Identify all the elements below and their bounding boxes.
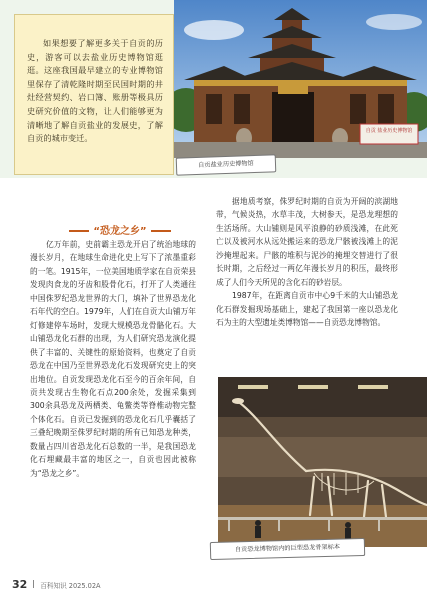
- issue-label: 百科知识 2025.02A: [40, 582, 101, 590]
- dinosaur-skeleton-illustration: [218, 377, 427, 547]
- museum-photo: [174, 0, 427, 158]
- section-title-wrap: [60, 222, 180, 237]
- museum-photo-caption: 自贡盐业历史博物馆: [176, 154, 277, 175]
- left-paragraph: 亿万年前，史前霸主恐龙开启了统治地球的漫长岁月，在地球生命进化史上写下了浓墨重彩的一笔。1915年，一位美国地质学家在自贡荣县发现肉食龙的牙齿和股骨化石，打开了人类通往中国侏罗纪恐龙世界的大门，填补了世界恐龙化石年代的空白。1979年，人们在自贡大山铺万年灯修建停车场时，发现大规模恐龙骨骼化石。大山铺恐龙化石群的出现，为人们研究恐龙演化提供了丰富的、关键性的原始资料，也奠定了自贡恐龙在中国乃至世界恐龙化石发现研究史上的突出地位。自贡发现恐龙化石至今的百余年间，自贡共发现古生物化石点200余处，发掘采集到300余具恐龙及两栖类、龟鳖类等脊椎动物完整个体化石。自贡已发掘到的恐龙化石几乎囊括了三叠纪晚期至侏罗纪时期的所有已知恐龙种类，数量占四川省恐龙化石总数的一半，是我国恐龙化石埋藏最丰富的地区之一，自贡也因此被称为“恐龙之乡”。: [30, 240, 196, 478]
- museum-sign-text: 自贡 盐业历史博物馆: [365, 128, 413, 134]
- footer-divider: [33, 580, 34, 588]
- right-column: [216, 195, 398, 330]
- dinosaur-photo-caption: 自贡恐龙博物馆内的巨型恐龙骨架标本: [210, 538, 365, 560]
- page-number: 32: [12, 578, 28, 591]
- title-rule-right: [151, 230, 171, 232]
- right-paragraph-2: 1987年，在距离自贡市中心9千米的大山铺恐龙化石群发掘现场基础上，建起了我国第一座以恐龙化石为主的大型遗址类博物馆——自贡恐龙博物馆。: [216, 291, 398, 328]
- right-paragraph-1: 据地质考察，侏罗纪时期的自贡为开阔的滨湖地带，气候炎热，水草丰茂，大树参天，是恐龙理想的生活场所。大山铺则是风平浪静的砂质浅滩，在此死亡以及被河水从远处搬运来的恐龙尸骸被浅滩上的泥沙掩埋起来。尸骸的堆积与泥沙的掩埋交替进行了很长时期，之后经过一两亿年漫长岁月的积压，最终形成了人们今天所见的含化石的砂岩层。: [216, 197, 398, 287]
- sidebar-note-text: 如果想要了解更多关于自贡的历史，游客可以去盐业历史博物馆逛逛。这座我国最早建立的专业博物馆里保存了清乾隆时期至民国时期的井灶经营契约、岩口簿、账册等极具历史研究价值的文物，让人们能够更为清晰地了解自贡盐业的发展史，了解自贡的城市变迁。: [27, 38, 163, 144]
- sidebar-note-box: [14, 14, 174, 175]
- left-column: [30, 238, 196, 480]
- section-title: “恐龙之乡”: [93, 226, 147, 237]
- title-rule-left: [69, 230, 89, 232]
- page-footer: [12, 578, 101, 594]
- dinosaur-photo: [218, 377, 427, 547]
